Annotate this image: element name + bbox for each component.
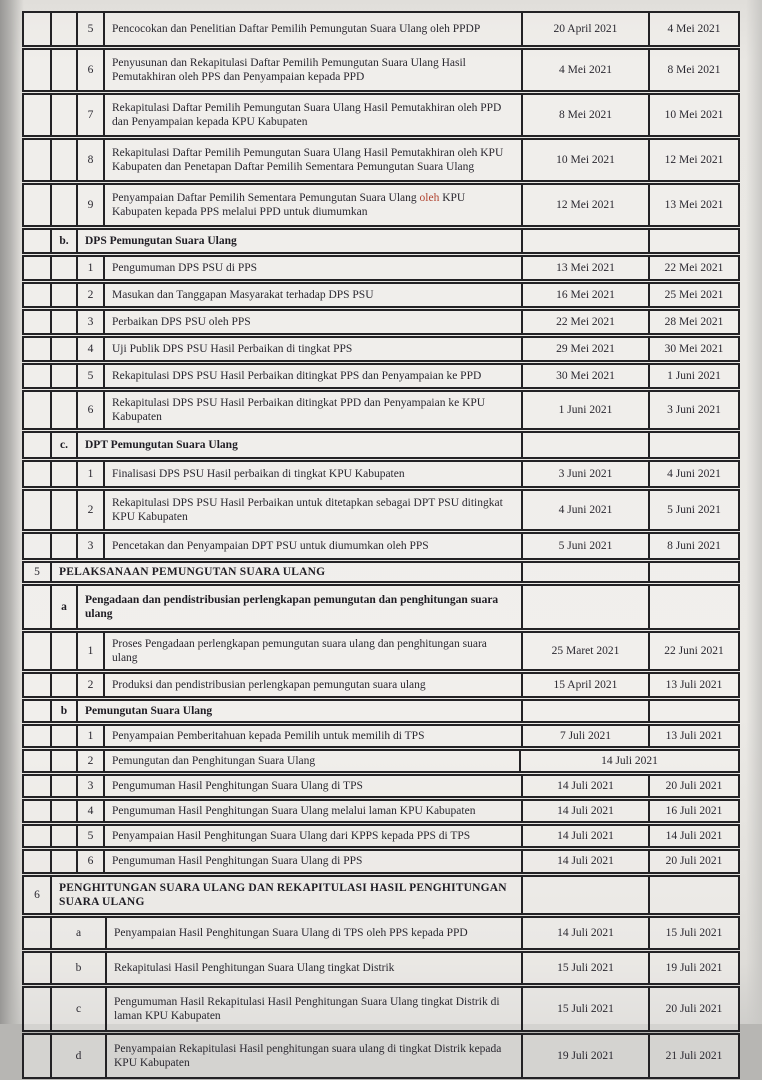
end-date-cell: 5 Juni 2021: [648, 491, 738, 529]
empty-no-cell: [24, 95, 50, 135]
start-date-cell: 13 Mei 2021: [521, 257, 648, 279]
item-letter-cell: b: [50, 953, 105, 983]
activity-cell: PENGHITUNGAN SUARA ULANG DAN REKAPITULASI HASIL PENGHITUNGAN SUARA ULANG: [50, 877, 521, 913]
start-date-cell: 14 Juli 2021: [521, 776, 648, 796]
item-number-cell: 2: [76, 674, 103, 696]
activity-cell: Rekapitulasi Daftar Pemilih Pemungutan Suara Ulang Hasil Pemutakhiran oleh KPU Kabupaten dan Penetapan Daftar Pemilih Sementara Pemungutan Suara Ulang: [103, 140, 521, 180]
empty-letter-cell: [50, 751, 76, 771]
start-date-cell: 15 Juli 2021: [521, 953, 648, 983]
table-row: [22, 849, 740, 873]
item-number-cell: 3: [76, 534, 103, 558]
item-number-cell: 2: [76, 751, 103, 771]
empty-letter-cell: [50, 365, 76, 387]
item-letter-cell: a: [50, 918, 105, 948]
start-date-cell: 15 April 2021: [521, 674, 648, 696]
activity-cell: Finalisasi DPS PSU Hasil perbaikan di tingkat KPU Kabupaten: [103, 462, 521, 486]
empty-start-date-cell: [521, 230, 648, 252]
empty-letter-cell: [50, 491, 76, 529]
table-row: [22, 986, 740, 1032]
table-row: [22, 363, 740, 389]
item-number-cell: 1: [76, 462, 103, 486]
start-date-cell: 14 Juli 2021: [521, 801, 648, 821]
subsection-letter-cell: c.: [50, 433, 76, 457]
item-number-cell: 5: [76, 13, 103, 45]
end-date-cell: 4 Juni 2021: [648, 462, 738, 486]
empty-letter-cell: [50, 674, 76, 696]
subsection-letter-cell: a: [50, 586, 76, 628]
empty-end-date-cell: [648, 230, 738, 252]
item-number-cell: 4: [76, 801, 103, 821]
section-number-cell: 6: [34, 888, 40, 901]
start-date-cell: 14 Juli 2021: [521, 918, 648, 948]
activity-cell: Pengumuman Hasil Penghitungan Suara Ulang melalui laman KPU Kabupaten: [103, 801, 521, 821]
table-row: [22, 255, 740, 281]
end-date-cell: 1 Juni 2021: [648, 365, 738, 387]
activity-cell: Pengumuman Hasil Penghitungan Suara Ulang di PPS: [103, 851, 521, 871]
empty-no-cell: [24, 338, 50, 360]
end-date-cell: 25 Mei 2021: [648, 284, 738, 306]
table-row: [22, 724, 740, 748]
end-date-cell: 12 Mei 2021: [648, 140, 738, 180]
end-date-cell: 30 Mei 2021: [648, 338, 738, 360]
empty-no-cell: [24, 433, 50, 457]
activity-cell: Rekapitulasi DPS PSU Hasil Perbaikan ditingkat PPD dan Penyampaian ke KPU Kabupaten: [103, 392, 521, 428]
item-number-cell: 5: [76, 826, 103, 846]
table-row: [22, 774, 740, 798]
start-date-cell: 4 Juni 2021: [521, 491, 648, 529]
table-row: [22, 1033, 740, 1079]
empty-start-date-cell: [521, 433, 648, 457]
empty-start-date-cell: [521, 877, 648, 913]
empty-letter-cell: [50, 801, 76, 821]
empty-start-date-cell: [521, 586, 648, 628]
empty-no-cell: [24, 851, 50, 871]
table-row: [22, 228, 740, 254]
start-date-cell: 20 April 2021: [521, 13, 648, 45]
start-date-cell: 30 Mei 2021: [521, 365, 648, 387]
activity-cell: Perbaikan DPS PSU oleh PPS: [103, 311, 521, 333]
table-row: [22, 48, 740, 92]
section-number-cell: 5: [34, 566, 40, 579]
activity-cell: Pencetakan dan Penyampaian DPT PSU untuk diumumkan oleh PPS: [103, 534, 521, 558]
empty-no-cell: [24, 50, 50, 90]
empty-no-cell: [24, 13, 50, 45]
table-row: [22, 489, 740, 531]
activity-cell: Uji Publik DPS PSU Hasil Perbaikan di tingkat PPS: [103, 338, 521, 360]
end-date-cell: 13 Juli 2021: [648, 726, 738, 746]
table-row: [22, 672, 740, 698]
empty-no-cell: [24, 918, 50, 948]
item-number-cell: 3: [76, 311, 103, 333]
start-date-cell: 19 Juli 2021: [521, 1035, 648, 1077]
activity-cell: Penyampaian Pemberitahuan kepada Pemilih untuk memilih di TPS: [103, 726, 521, 746]
item-number-cell: 1: [76, 633, 103, 669]
table-row: [22, 875, 740, 915]
empty-end-date-cell: [648, 586, 738, 628]
end-date-cell: 14 Juli 2021: [648, 826, 738, 846]
item-number-cell: 6: [76, 851, 103, 871]
empty-no-cell: [24, 701, 50, 721]
activity-cell: Produksi dan pendistribusian perlengkapan pemungutan suara ulang: [103, 674, 521, 696]
table-row: [22, 460, 740, 488]
start-date-cell: 14 Juli 2021: [521, 826, 648, 846]
activity-text-part: Penyampaian Daftar Pemilih Sementara Pemungutan Suara Ulang: [112, 192, 420, 205]
table-row: [22, 138, 740, 182]
empty-no-cell: [24, 826, 50, 846]
end-date-cell: 3 Juni 2021: [648, 392, 738, 428]
empty-letter-cell: [50, 50, 76, 90]
activity-text-part: KPU Kabupaten kepada PPS melalui PPD untuk diumumkan: [112, 192, 466, 219]
item-number-cell: 5: [76, 365, 103, 387]
empty-no-cell: [24, 1035, 50, 1077]
item-number-cell: 4: [76, 338, 103, 360]
empty-no-cell: [24, 953, 50, 983]
end-date-cell: 8 Juni 2021: [648, 534, 738, 558]
activity-cell: DPT Pemungutan Suara Ulang: [76, 433, 521, 457]
end-date-cell: 13 Juli 2021: [648, 674, 738, 696]
table-row: [22, 336, 740, 362]
start-date-cell: 16 Mei 2021: [521, 284, 648, 306]
empty-letter-cell: [50, 140, 76, 180]
activity-cell: Pemungutan dan Penghitungan Suara Ulang: [103, 751, 519, 771]
item-number-cell: 1: [76, 257, 103, 279]
empty-no-cell: [24, 392, 50, 428]
empty-letter-cell: [50, 284, 76, 306]
date-merged-cell: 14 Juli 2021: [519, 751, 738, 771]
empty-end-date-cell: [648, 701, 738, 721]
end-date-cell: 8 Mei 2021: [648, 50, 738, 90]
empty-no-cell: [24, 365, 50, 387]
table-row: [22, 749, 740, 773]
table-row: [22, 282, 740, 308]
start-date-cell: 22 Mei 2021: [521, 311, 648, 333]
end-date-cell: 16 Juli 2021: [648, 801, 738, 821]
empty-no-cell: [24, 257, 50, 279]
empty-no-cell: [24, 726, 50, 746]
empty-letter-cell: [50, 826, 76, 846]
activity-cell: Rekapitulasi DPS PSU Hasil Perbaikan untuk ditetapkan sebagai DPT PSU ditingkat KPU Kabupaten: [103, 491, 521, 529]
empty-letter-cell: [50, 95, 76, 135]
activity-cell: Pengumuman Hasil Rekapitulasi Hasil Penghitungan Suara Ulang tingkat Distrik di laman KPU Kabupaten: [105, 988, 521, 1030]
empty-letter-cell: [50, 257, 76, 279]
table-row: [22, 824, 740, 848]
empty-no-cell: [24, 284, 50, 306]
empty-no-cell: [24, 140, 50, 180]
start-date-cell: 7 Juli 2021: [521, 726, 648, 746]
empty-letter-cell: [50, 338, 76, 360]
start-date-cell: 29 Mei 2021: [521, 338, 648, 360]
empty-end-date-cell: [648, 433, 738, 457]
end-date-cell: 4 Mei 2021: [648, 13, 738, 45]
end-date-cell: 15 Juli 2021: [648, 918, 738, 948]
item-number-cell: 3: [76, 776, 103, 796]
end-date-cell: 19 Juli 2021: [648, 953, 738, 983]
subsection-letter-cell: b.: [50, 230, 76, 252]
table-row: [22, 93, 740, 137]
activity-cell: PELAKSANAAN PEMUNGUTAN SUARA ULANG: [50, 563, 521, 581]
table-row: [22, 11, 740, 47]
empty-letter-cell: [50, 851, 76, 871]
table-row: [22, 699, 740, 723]
table-row: [22, 390, 740, 430]
item-number-cell: 6: [76, 392, 103, 428]
item-number-cell: 1: [76, 726, 103, 746]
activity-cell: Penyampaian Hasil Penghitungan Suara Ulang dari KPPS kepada PPS di TPS: [103, 826, 521, 846]
item-letter-cell: d: [50, 1035, 105, 1077]
empty-no-cell: [24, 311, 50, 333]
empty-no-cell: [24, 586, 50, 628]
empty-no-cell: [24, 185, 50, 225]
empty-no-cell: [24, 633, 50, 669]
activity-cell: Penyampaian Hasil Penghitungan Suara Ulang di TPS oleh PPS kepada PPD: [105, 918, 521, 948]
empty-letter-cell: [50, 13, 76, 45]
start-date-cell: 10 Mei 2021: [521, 140, 648, 180]
empty-start-date-cell: [521, 701, 648, 721]
table-row: [22, 799, 740, 823]
activity-cell: Pemungutan Suara Ulang: [76, 701, 521, 721]
empty-letter-cell: [50, 462, 76, 486]
end-date-cell: 13 Mei 2021: [648, 185, 738, 225]
highlight-red-text: oleh: [419, 192, 440, 205]
activity-cell: DPS Pemungutan Suara Ulang: [76, 230, 521, 252]
end-date-cell: 10 Mei 2021: [648, 95, 738, 135]
end-date-cell: 20 Juli 2021: [648, 988, 738, 1030]
activity-cell: Pengadaan dan pendistribusian perlengkapan pemungutan dan penghitungan suara ulang: [76, 586, 521, 628]
activity-cell: Rekapitulasi DPS PSU Hasil Perbaikan ditingkat PPS dan Penyampaian ke PPD: [103, 365, 521, 387]
activity-cell: Penyusunan dan Rekapitulasi Daftar Pemilih Pemungutan Suara Ulang Hasil Pemutakhiran oleh PPS dan Penyampaian kepada PPD: [103, 50, 521, 90]
start-date-cell: 5 Juni 2021: [521, 534, 648, 558]
empty-no-cell: [24, 776, 50, 796]
end-date-cell: 20 Juli 2021: [648, 776, 738, 796]
empty-no-cell: [24, 230, 50, 252]
start-date-cell: 8 Mei 2021: [521, 95, 648, 135]
item-number-cell: 6: [76, 50, 103, 90]
item-number-cell: 2: [76, 491, 103, 529]
table-row: [22, 916, 740, 950]
activity-cell: Rekapitulasi Daftar Pemilih Pemungutan Suara Ulang Hasil Pemutakhiran oleh PPD dan Penyampaian kepada KPU Kabupaten: [103, 95, 521, 135]
start-date-cell: 15 Juli 2021: [521, 988, 648, 1030]
empty-letter-cell: [50, 311, 76, 333]
subsection-letter-cell: b: [50, 701, 76, 721]
start-date-cell: 4 Mei 2021: [521, 50, 648, 90]
table-row: [22, 584, 740, 630]
empty-letter-cell: [50, 185, 76, 225]
empty-end-date-cell: [648, 877, 738, 913]
empty-letter-cell: [50, 392, 76, 428]
item-number-cell: 2: [76, 284, 103, 306]
activity-cell: Pengumuman DPS PSU di PPS: [103, 257, 521, 279]
activity-cell: Rekapitulasi Hasil Penghitungan Suara Ulang tingkat Distrik: [105, 953, 521, 983]
empty-no-cell: [24, 988, 50, 1030]
empty-no-cell: [24, 534, 50, 558]
empty-no-cell: [24, 674, 50, 696]
table-row: [22, 309, 740, 335]
empty-letter-cell: [50, 534, 76, 558]
item-number-cell: 8: [76, 140, 103, 180]
activity-cell: Pencocokan dan Penelitian Daftar Pemilih Pemungutan Suara Ulang oleh PPDP: [103, 13, 521, 45]
empty-no-cell: [24, 491, 50, 529]
table-row: [22, 631, 740, 671]
empty-no-cell: [24, 801, 50, 821]
schedule-table: [22, 11, 740, 1080]
end-date-cell: 21 Juli 2021: [648, 1035, 738, 1077]
table-row: [22, 532, 740, 560]
activity-cell: Masukan dan Tanggapan Masyarakat terhadap DPS PSU: [103, 284, 521, 306]
start-date-cell: 3 Juni 2021: [521, 462, 648, 486]
item-letter-cell: c: [50, 988, 105, 1030]
start-date-cell: 12 Mei 2021: [521, 185, 648, 225]
end-date-cell: 22 Mei 2021: [648, 257, 738, 279]
activity-cell: Penyampaian Rekapitulasi Hasil penghitungan suara ulang di tingkat Distrik kepada KPU Kabupaten: [105, 1035, 521, 1077]
end-date-cell: 22 Juni 2021: [648, 633, 738, 669]
start-date-cell: 25 Maret 2021: [521, 633, 648, 669]
empty-letter-cell: [50, 633, 76, 669]
activity-cell: Proses Pengadaan perlengkapan pemungutan suara ulang dan penghitungan suara ulang: [103, 633, 521, 669]
empty-letter-cell: [50, 776, 76, 796]
empty-letter-cell: [50, 726, 76, 746]
start-date-cell: 1 Juni 2021: [521, 392, 648, 428]
empty-no-cell: [24, 751, 50, 771]
table-row: [22, 183, 740, 227]
activity-text: [112, 191, 513, 219]
table-row: [22, 951, 740, 985]
end-date-cell: 20 Juli 2021: [648, 851, 738, 871]
start-date-cell: 14 Juli 2021: [521, 851, 648, 871]
item-number-cell: 7: [76, 95, 103, 135]
empty-end-date-cell: [648, 563, 738, 581]
activity-cell: Pengumuman Hasil Penghitungan Suara Ulang di TPS: [103, 776, 521, 796]
item-number-cell: 9: [76, 185, 103, 225]
empty-no-cell: [24, 462, 50, 486]
end-date-cell: 28 Mei 2021: [648, 311, 738, 333]
activity-cell: [103, 185, 521, 225]
table-row: [22, 431, 740, 459]
table-row: [22, 561, 740, 583]
empty-start-date-cell: [521, 563, 648, 581]
